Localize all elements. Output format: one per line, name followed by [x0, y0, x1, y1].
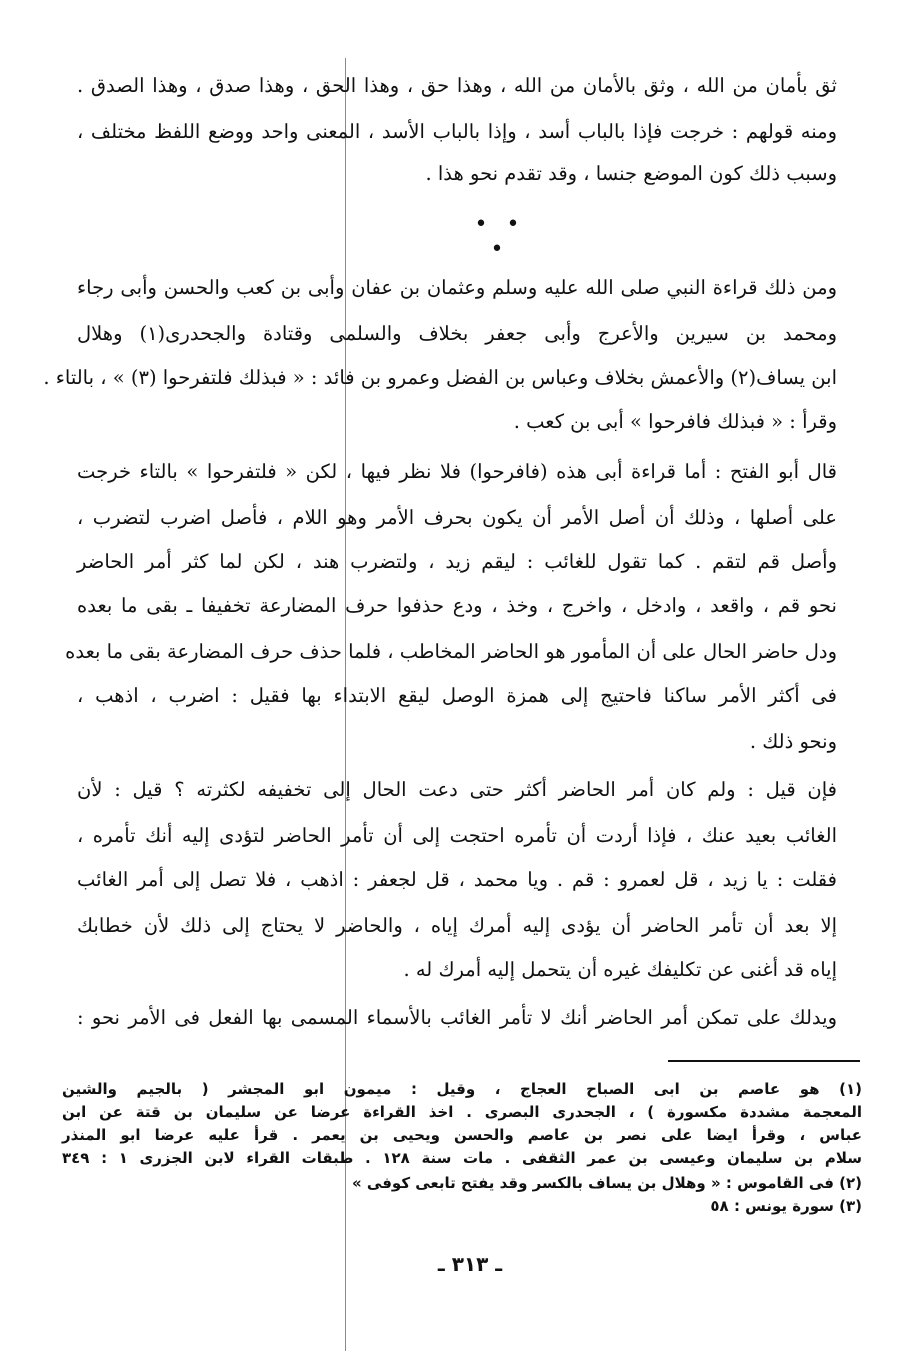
text-line: وأصل قم لتقم . كما تقول للغائب : ليقم زيد ، ولتضرب هند ، لكن لما كثر أمر الحاضر	[77, 550, 837, 573]
text-line: ابن يساف(٢) والأعمش بخلاف وعباس بن الفضل وعمرو بن فائد : « فبذلك فلتفرحوا (٣) » ، بالتاء .	[43, 366, 837, 389]
text-line: فإن قيل : ولم كان أمر الحاضر أكثر حتى دعت الحال إلى تخفيفه لكثرته ؟ قيل : لأن	[77, 778, 837, 801]
footnote-line: المعجمة مشددة مكسورة ) ، الجحدرى البصرى . اخذ القراءة عرضا عن سليمان بن قتة عن ابن	[62, 1103, 862, 1121]
text-line: ومن ذلك قراءة النبي صلى الله عليه وسلم وعثمان بن عفان وأبى بن كعب والحسن وأبى رجاء	[77, 276, 837, 299]
text-line: إياه قد أغنى عن تكليفك غيره أن يتحمل إليه أمرك له .	[403, 958, 837, 981]
footnote-rule	[668, 1060, 860, 1062]
text-line: قال أبو الفتح : أما قراءة أبى هذه (فافرحوا) فلا نظر فيها ، لكن « فلتفرحوا » بالتاء خرجت	[77, 460, 837, 483]
footnote-line: عباس ، وقرأ ايضا على نصر بن عاصم والحسن ويحيى بن يعمر . قرأ عليه عرضا ابو المنذر	[62, 1126, 862, 1144]
text-line: على أصلها ، وذلك أن أصل الأمر أن يكون بحرف الأمر وهو اللام ، فأصل اضرب لتضرب ،	[77, 506, 837, 529]
footnote-line: (١) هو عاصم بن ابى الصباح العجاج ، وقيل : ميمون ابو المجشر ( بالجيم والشين	[62, 1080, 862, 1098]
footnote-line: (٢) فى القاموس : « وهلال بن يساف بالكسر وقد يفتح تابعى كوفى »	[352, 1174, 862, 1192]
section-separator: • • •	[474, 212, 526, 262]
footnote-line: (٣) سورة يونس : ٥٨	[710, 1197, 862, 1215]
text-line: ومحمد بن سيرين والأعرج وأبى جعفر بخلاف والسلمى وقتادة والجحدرى(١) وهلال	[77, 322, 838, 345]
text-line: نحو قم ، واقعد ، وادخل ، واخرج ، وخذ ، ودع حذفوا حرف المضارعة تخفيفا ـ بقى ما بعده	[77, 594, 837, 617]
text-line: فقلت : يا زيد ، قل لعمرو : قم . ويا محمد ، قل لجعفر : اذهب ، فلا تصل إلى أمر الغائب	[77, 868, 837, 891]
text-line: ودل حاضر الحال على أن المأمور هو الحاضر المخاطب ، فلما حذف حرف المضارعة بقى ما بعده	[65, 640, 837, 663]
page-number: ـ ٣١٣ ـ	[437, 1252, 503, 1276]
text-line: ويدلك على تمكن أمر الحاضر أنك لا تأمر الغائب بالأسماء المسمى بها الفعل فى الأمر نحو :	[77, 1006, 837, 1029]
text-line: إلا بعد أن تأمر الحاضر أن يؤدى إليه أمرك إياه ، والحاضر لا يحتاج إلى ذلك لأن خطابك	[77, 914, 837, 937]
text-line: ومنه قولهم : خرجت فإذا بالباب أسد ، وإذا بالباب الأسد ، المعنى واحد ووضع اللفظ مختلف ،	[77, 120, 837, 143]
text-line: وسبب ذلك كون الموضع جنسا ، وقد تقدم نحو هذا .	[425, 162, 837, 185]
text-line: فى أكثر الأمر ساكنا فاحتيج إلى همزة الوصل ليقع الابتداء بها فقيل : اضرب ، اذهب ،	[77, 684, 837, 707]
text-line: وقرأ : « فبذلك فافرحوا » أبى بن كعب .	[513, 410, 837, 433]
text-line: ثق بأمان من الله ، وثق بالأمان من الله ، وهذا حق ، وهذا الحق ، وهذا صدق ، وهذا الصدق .	[77, 74, 837, 97]
footnote-line: سلام بن سليمان وعيسى بن عمر الثقفى . مات سنة ١٢٨ . طبقات القراء لابن الجزرى ١ : ٣٤٩	[62, 1149, 863, 1167]
text-line: ونحو ذلك .	[749, 730, 837, 753]
text-line: الغائب بعيد عنك ، فإذا أردت أن تأمره احتجت إلى أن تأمر الحاضر لتؤدى إليه أنك تأمره ،	[77, 824, 837, 847]
